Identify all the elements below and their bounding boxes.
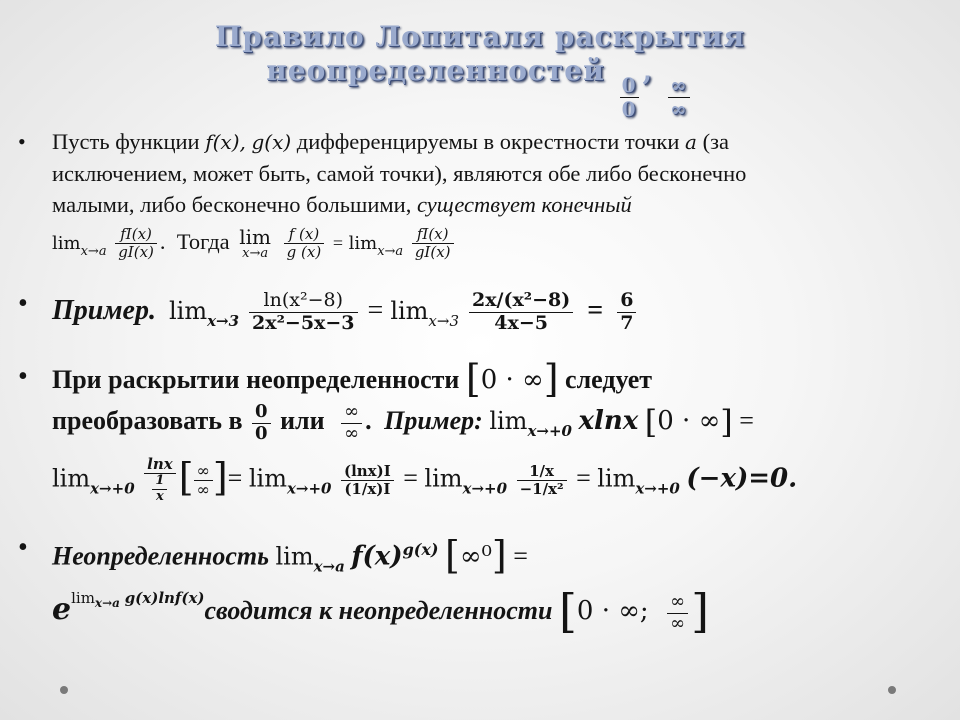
slide-body: • Пусть функции f(x), g(x) дифференцируемы в окрестности точки a (за исключением, может быть, самой точки), являются обе либо бесконечно малыми, либо бесконечно большими, существует конечный $\lim_{x\to a}$ $\frac{fI(x)}{gI(x)}$ . Тогда lim x→a $\frac{f (x)}{g (x)}$ = $\lim_{x\to a}$ $\frac{fI(x)}{gI(x)}$ • Пример. $\lim_{x\to 3}$ $\frac{\text{ln(x²−8)}}{\text{2x²−5x−3}}$ = $\lim_{x\to 3}$ $\frac{\text{2x/(x²−8)}}{4x-5}$ = $\frac{6}{7}$ • При раскрытии неопределенности [0 · ∞] следует преобразовать в $\frac{0}{0}$ или $\frac{\infty}{\infty}$ . Пример: $\lim_{x\to+0} xlnx$ [0 · ∞] = $\lim_{x\to+0}$ $\frac{\ln x}{\frac{1}{x}}$ [ $\frac{\infty}{\infty}$ ]= $\lim_{x\to+0}$ $\frac{(\ln x)I}{(1/x)I}$ = $\lim_{x\to+0}$ $\frac{1/x}{\text{−1/x²}}$ = $\lim_{x\to+0} (-x)=0$. • Неопределенность $\lim_{x\to a} f(x)^{g(x)}$ [∞⁰] = $e^{lim_{x\to a} g(x)lnf(x)}сводится$ к неопределенности [0 · ∞; $\frac{\infty}{\infty}$ ]	[0, 0, 960, 720]
rule-line-4: $\lim_{x\to a}$ $\frac{fI(x)}{gI(x)}$ . Тогда lim x→a $\frac{f (x)}{g (x)}$ = $\lim_{x\to a}$ $\frac{fI(x)}{gI(x)}$	[52, 226, 930, 267]
rule-line-3: малыми, либо бесконечно большими, существует конечный	[52, 192, 632, 217]
chain-fraction-1: $\frac{\ln x}{\frac{1}{x}}$	[144, 456, 176, 505]
example-fraction-2: $\frac{\text{2x/(x²−8)}}{4x-5}$	[469, 290, 573, 335]
rule-line-1: Пусть функции f(x), g(x) дифференцируемы в окрестности точки a (за	[52, 129, 729, 154]
bullet-example-1: • Пример. $\lim_{x\to 3}$ $\frac{\text{ln(x²−8)}}{\text{2x²−5x−3}}$ = $\lim_{x\to 3}$ $\frac{\text{2x/(x²−8)}}{4x-5}$ = $\frac{6}{7}$	[52, 290, 930, 335]
derivative-ratio-fraction: $\frac{fI(x)}{gI(x)}$	[115, 226, 157, 262]
rule-line-2: исключением, может быть, самой точки), являются обе либо бесконечно	[52, 161, 747, 186]
chain-inf-form: $\frac{\infty}{\infty}$	[194, 462, 213, 500]
chain-fraction-3: $\frac{1/x}{\text{−1/x²}}$	[517, 463, 567, 499]
slide-dot-right	[888, 686, 896, 694]
example-label: Пример.	[52, 294, 156, 326]
example-result-fraction: $\frac{6}{7}$	[617, 290, 636, 335]
chain-fraction-2: $\frac{(\ln x)I}{(1/x)I}$	[341, 463, 394, 499]
function-ratio-fraction: $\frac{f (x)}{g (x)}$	[284, 226, 325, 262]
bullet-marker: •	[18, 532, 28, 563]
example-fraction-1: $\frac{\text{ln(x²−8)}}{\text{2x²−5x−3}}$	[249, 290, 357, 335]
title-line-2: неопределенностей $\frac{0}{0}$ , $\frac{\infty}{\infty}$	[266, 54, 688, 121]
bullet-marker: •	[18, 129, 26, 154]
title-fraction-inf: $\frac{\infty}{\infty}$	[670, 73, 688, 121]
bullet-marker: •	[18, 288, 28, 319]
title-fraction-zero: $\frac{0}{0}$	[621, 73, 637, 121]
form-zero-over-zero: $\frac{0}{0}$	[252, 402, 271, 444]
form-inf-over-inf: $\frac{\infty}{\infty}$	[341, 402, 362, 444]
slide-dot-left	[60, 686, 68, 694]
inf-over-inf-fraction: $\frac{\infty}{\infty}$	[667, 592, 688, 634]
example-chain: $\lim_{x\to+0}$ $\frac{\ln x}{\frac{1}{x}}$ [ $\frac{\infty}{\infty}$ ]= $\lim_{x\to+0}$ $\frac{(\ln x)I}{(1/x)I}$ = $\lim_{x\to+0}$ $\frac{1/x}{\text{−1/x²}}$ = $\lim_{x\to+0} (-x)=0$.	[52, 455, 798, 505]
title-line-1: Правило Лопиталя раскрытия	[214, 20, 746, 53]
bullet-marker: •	[18, 361, 28, 392]
bullet-lopital-rule	[18, 126, 930, 267]
derivative-ratio-fraction-2: $\frac{fI(x)}{gI(x)}$	[412, 226, 454, 262]
